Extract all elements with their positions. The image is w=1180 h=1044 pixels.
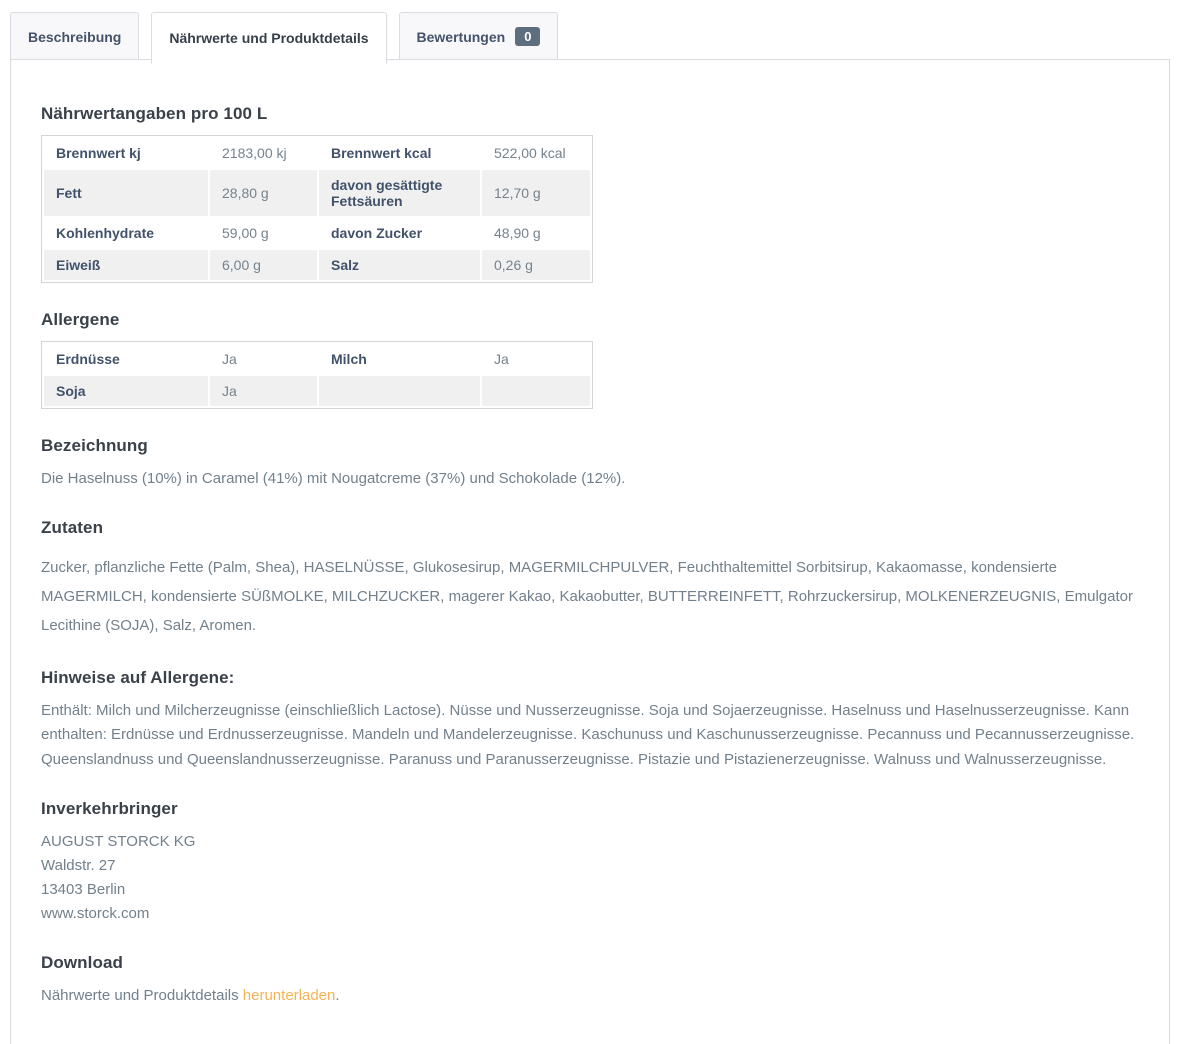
- allergen-label: Erdnüsse: [56, 351, 120, 367]
- tab-content-panel: [10, 59, 1170, 1044]
- allergen-value: Ja: [494, 351, 509, 367]
- tab-naehrwerte-produktdetails[interactable]: [151, 12, 386, 64]
- nutrition-row: [44, 170, 590, 216]
- hinweise-heading: Hinweise auf Allergene:: [41, 668, 235, 688]
- allergen-value: [482, 376, 590, 406]
- bezeichnung-heading: Bezeichnung: [41, 436, 148, 455]
- download-link[interactable]: herunterladen: [242, 987, 336, 1004]
- bezeichnung-text: Die Haselnuss (10%) in Caramel (41%) mit Nougatcreme (37%) und Schokolade (12%).: [41, 470, 626, 487]
- zutaten-heading: Zutaten: [41, 518, 104, 538]
- nutrition-value: 59,00 g: [222, 225, 269, 241]
- nutrition-value: 28,80 g: [210, 170, 317, 216]
- review-count-badge: 0: [515, 27, 540, 46]
- allergen-label: Milch: [331, 351, 367, 367]
- allergens-table: [41, 341, 593, 409]
- download-text-before: Nährwerte und Produktdetails: [41, 987, 243, 1004]
- nutrition-label: Salz: [319, 250, 480, 280]
- nutrition-row: [44, 250, 590, 280]
- allergen-value: Ja: [210, 376, 317, 406]
- nutrition-row: [44, 218, 590, 248]
- nutrition-row: [44, 138, 590, 168]
- manufacturer-address: [41, 830, 1139, 926]
- manufacturer-city: 13403 Berlin: [41, 881, 126, 898]
- allergen-label: [319, 376, 480, 406]
- inverkehrbringer-heading: Inverkehrbringer: [41, 799, 178, 818]
- download-heading: Download: [41, 953, 124, 972]
- nutrition-label: Eiweiß: [44, 250, 208, 280]
- allergen-label: Soja: [44, 376, 208, 406]
- allergen-row: [44, 344, 590, 374]
- nutrition-label: Brennwert kcal: [331, 145, 432, 161]
- nutrition-label: davon Zucker: [331, 225, 423, 241]
- tab-naehrwerte-label: Nährwerte und Produktdetails: [169, 29, 369, 46]
- manufacturer-street: Waldstr. 27: [41, 857, 116, 874]
- download-text: [41, 984, 1139, 1008]
- nutrition-value: 12,70 g: [482, 170, 590, 216]
- allergens-heading: Allergene: [41, 310, 120, 329]
- nutrition-label: davon gesättigte Fettsäuren: [319, 170, 480, 216]
- tab-bewertungen[interactable]: [399, 12, 559, 60]
- hinweise-text: Enthält: Milch und Milcherzeugnisse (einschließlich Lactose). Nüsse und Nusserzeugnisse. Soja und Sojaerzeugnisse. Haselnuss und Haselnusserzeugnisse. Kann enthalten: Erdnüsse und Erdnusserzeugnisse. Mandeln und Mandelerzeugnisse. Kaschunuss und Kaschunusserzeugnisse. Pecannuss und Pecannusserzeugnisse. Queenslandnuss und Queenslandnusserzeugnisse. Paranuss und Paranusserzeugnisse. Pistazie und Pistazienerzeugnisse. Walnuss und Walnusserzeugnisse.: [41, 702, 1135, 768]
- nutrition-table: [41, 135, 593, 283]
- nutrition-heading: Nährwertangaben pro 100 L: [41, 104, 268, 123]
- nutrition-value: 0,26 g: [482, 250, 590, 280]
- tab-beschreibung-label: Beschreibung: [28, 28, 122, 45]
- nutrition-label: Kohlenhydrate: [56, 225, 155, 241]
- nutrition-label: Brennwert kj: [56, 145, 141, 161]
- download-text-after: .: [335, 987, 340, 1004]
- nutrition-value: 522,00 kcal: [494, 145, 566, 161]
- allergen-value: Ja: [222, 351, 237, 367]
- tab-bewertungen-label: Bewertungen: [416, 28, 506, 45]
- manufacturer-name: AUGUST STORCK KG: [41, 833, 196, 850]
- nutrition-value: 6,00 g: [210, 250, 317, 280]
- tab-bar: [0, 0, 1180, 60]
- manufacturer-website: www.storck.com: [41, 905, 150, 922]
- nutrition-label: Fett: [44, 170, 208, 216]
- nutrition-value: 48,90 g: [494, 225, 541, 241]
- zutaten-text: Zucker, pflanzliche Fette (Palm, Shea), HASELNÜSSE, Glukosesirup, MAGERMILCHPULVER, Feuchthaltemittel Sorbitsirup, Kakaomasse, kondensierte MAGERMILCH, kondensierte SÜßMOLKE, MILCHZUCKER, magerer Kakao, Kakaobutter, BUTTERREINFETT, Rohrzuckersirup, MOLKENERZEUGNIS, Emulgator Lecithine (SOJA), Salz, Aromen.: [41, 559, 1133, 635]
- nutrition-value: 2183,00 kj: [222, 145, 287, 161]
- tab-beschreibung[interactable]: [10, 12, 139, 60]
- allergen-row: [44, 376, 590, 406]
